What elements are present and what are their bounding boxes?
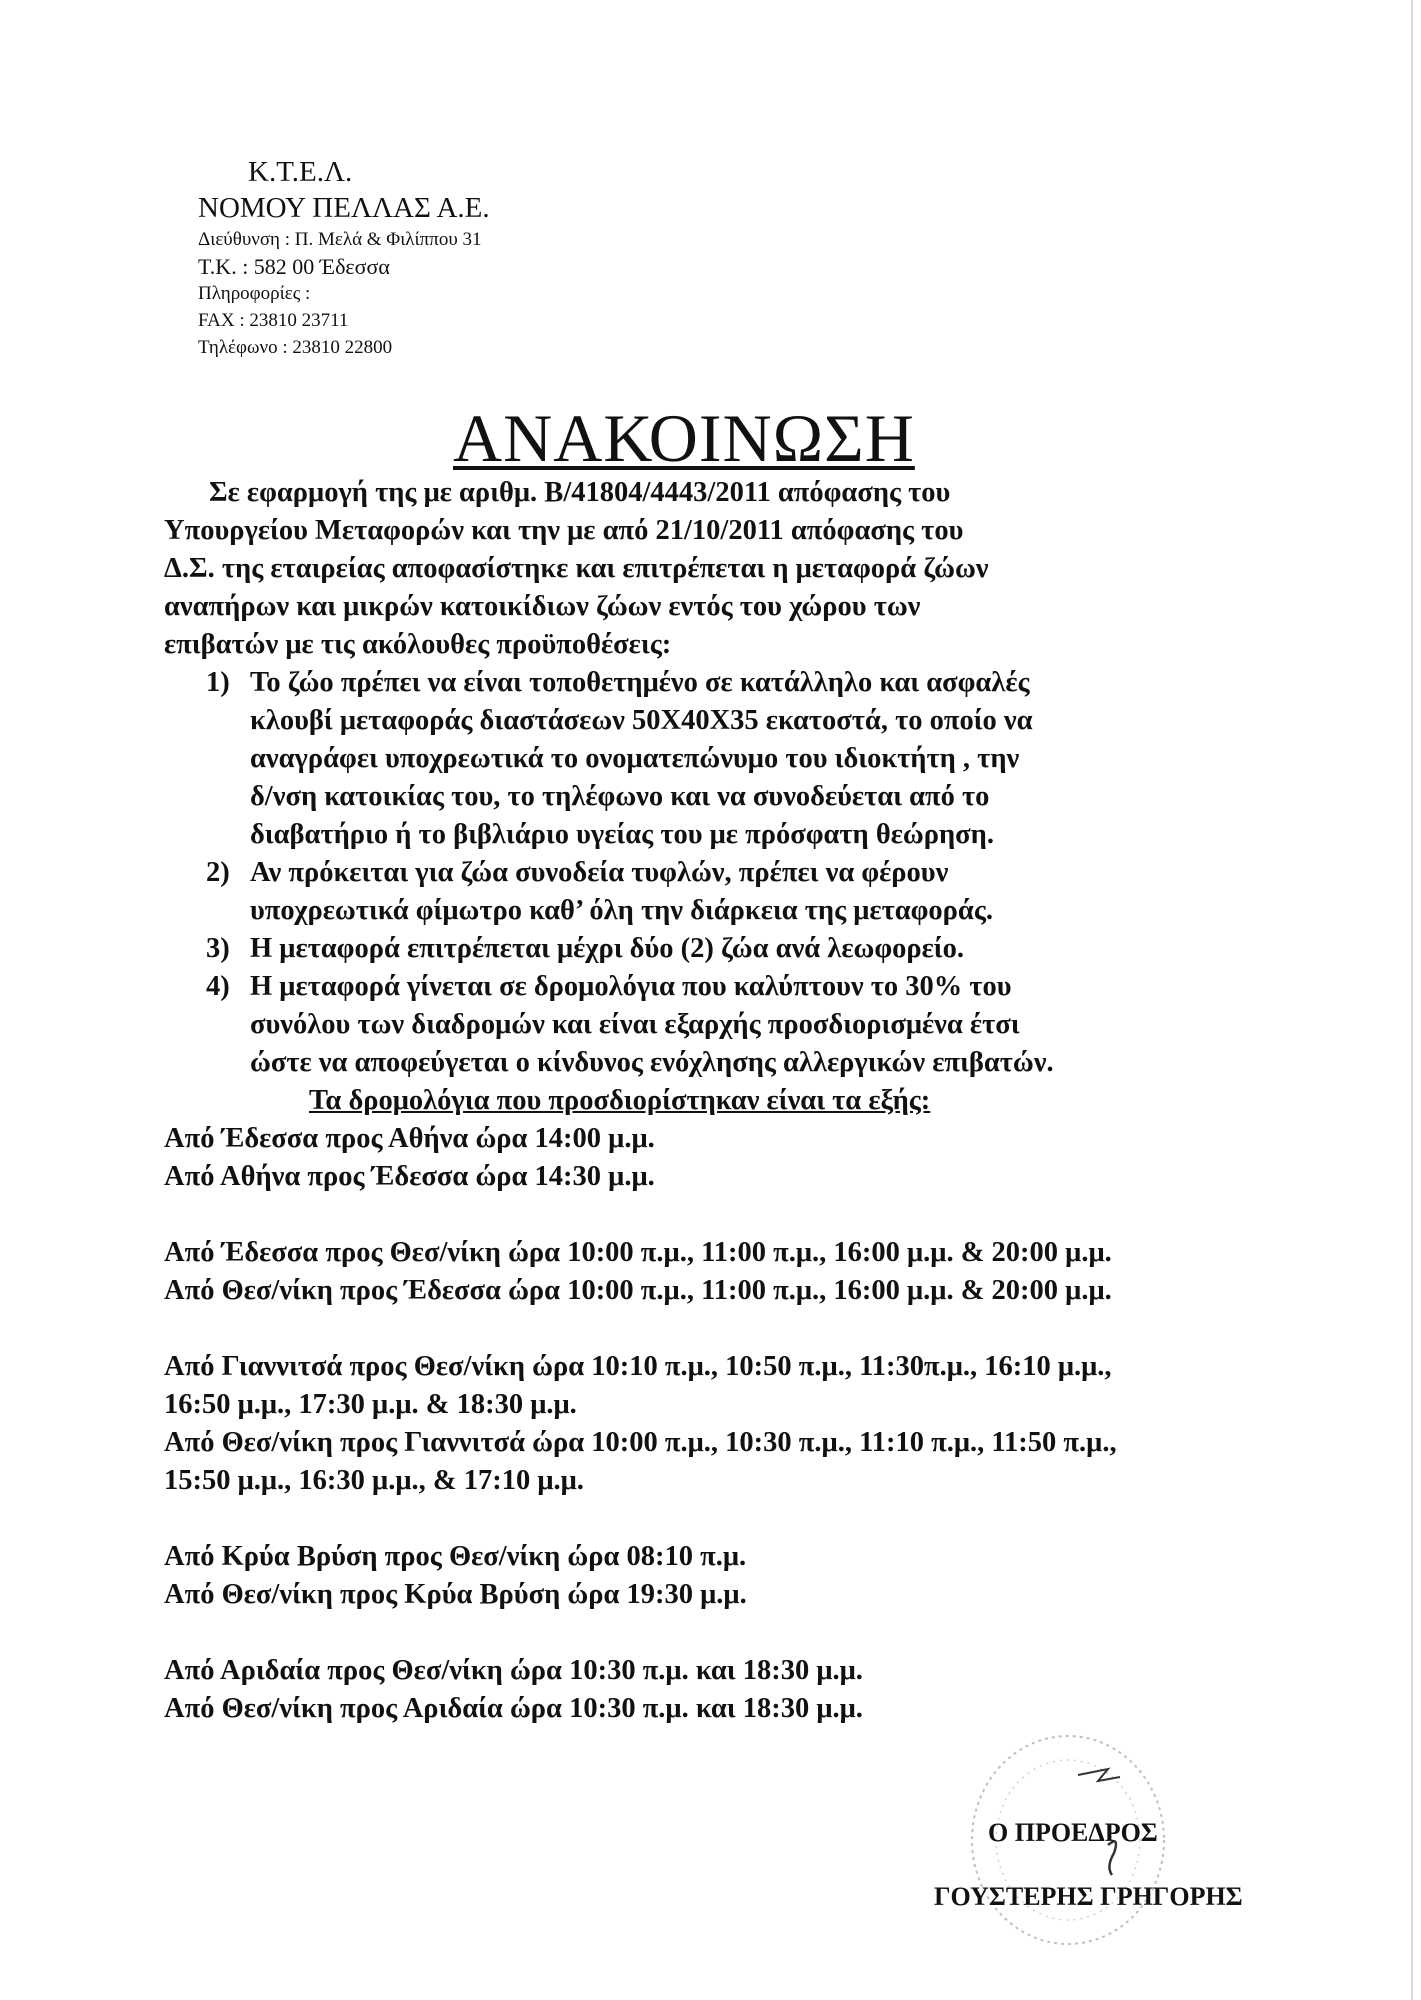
schedule-line: 16:50 μ.μ., 17:30 μ.μ. & 18:30 μ.μ. <box>164 1389 577 1420</box>
schedule-line: Από Θεσ/νίκη προς Γιαννιτσά ώρα 10:00 π.μ., 10:30 π.μ., 11:10 π.μ., 11:50 π.μ., <box>164 1427 1117 1458</box>
schedule-line: Από Κρύα Βρύση προς Θεσ/νίκη ώρα 08:10 π.μ. <box>164 1541 747 1572</box>
org-address: Διεύθυνση : Π. Μελά & Φιλίππου 31 <box>198 229 482 250</box>
condition-number: 4) <box>206 971 230 1002</box>
condition-line: δ/νση κατοικίας του, το τηλέφωνο και να συνοδεύεται από το <box>250 781 990 812</box>
schedule-group-edessa-thessaloniki <box>164 1234 1344 1310</box>
intro-line: επιβατών με τις ακόλουθες προϋποθέσεις: <box>164 629 672 660</box>
condition-line: Αν πρόκειται για ζώα συνοδεία τυφλών, πρέπει να φέρουν <box>250 857 949 888</box>
schedule-line: Από Αριδαία προς Θεσ/νίκη ώρα 10:30 π.μ. και 18:30 μ.μ. <box>164 1655 863 1686</box>
condition-item <box>206 930 1344 968</box>
condition-line: κλουβί μεταφοράς διαστάσεων 50Χ40Χ35 εκατοστά, το οποίο να <box>250 705 1033 736</box>
org-fax: FAX : 23810 23711 <box>198 310 349 331</box>
letterhead <box>198 154 490 361</box>
schedule-group-krya-vrysi <box>164 1538 1344 1614</box>
intro-paragraph <box>164 474 1344 664</box>
document-title: ΑΝΑΚΟΙΝΩΣΗ <box>453 400 915 476</box>
org-postal-code: Τ.Κ. : 582 00 Έδεσσα <box>198 254 390 279</box>
condition-number: 1) <box>206 667 230 698</box>
condition-item <box>206 854 1344 930</box>
condition-line: Η μεταφορά επιτρέπεται μέχρι δύο (2) ζώα ανά λεωφορείο. <box>250 933 965 964</box>
org-name-line1: Κ.Τ.Ε.Λ. <box>248 156 353 188</box>
org-info-label: Πληροφορίες : <box>198 283 311 304</box>
document-body <box>164 474 1344 1766</box>
conditions-list <box>164 664 1344 1082</box>
schedule <box>164 1120 1344 1728</box>
schedule-line: 15:50 μ.μ., 16:30 μ.μ., & 17:10 μ.μ. <box>164 1465 584 1496</box>
condition-line: διαβατήριο ή το βιβλιάριο υγείας του με πρόσφατη θεώρηση. <box>250 819 994 850</box>
intro-line: Σε εφαρμογή της με αριθμ. Β/41804/4443/2011 απόφασης του <box>209 477 951 508</box>
condition-line: υποχρεωτικά φίμωτρο καθ’ όλη την διάρκεια της μεταφοράς. <box>250 895 993 926</box>
condition-line: αναγράφει υποχρεωτικά το ονοματεπώνυμο του ιδιοκτήτη , την <box>250 743 1020 774</box>
schedule-line: Από Έδεσσα προς Θεσ/νίκη ώρα 10:00 π.μ., 11:00 π.μ., 16:00 μ.μ. & 20:00 μ.μ. <box>164 1237 1112 1268</box>
schedule-group-athens <box>164 1120 1344 1196</box>
condition-number: 2) <box>206 857 230 888</box>
intro-line: αναπήρων και μικρών κατοικίδιων ζώων εντός του χώρου των <box>164 591 921 622</box>
schedule-group-giannitsa <box>164 1348 1344 1500</box>
condition-number: 3) <box>206 933 230 964</box>
condition-line: ώστε να αποφεύγεται ο κίνδυνος ενόχλησης αλλεργικών επιβατών. <box>250 1047 1054 1078</box>
schedule-line: Από Θεσ/νίκη προς Αριδαία ώρα 10:30 π.μ. και 18:30 μ.μ. <box>164 1693 863 1724</box>
signatory-name: ΓΟΥΣΤΕΡΗΣ ΓΡΗΓΟΡΗΣ <box>934 1882 1243 1911</box>
schedule-line: Από Έδεσσα προς Αθήνα ώρα 14:00 μ.μ. <box>164 1123 655 1154</box>
schedule-line: Από Αθήνα προς Έδεσσα ώρα 14:30 μ.μ. <box>164 1161 655 1192</box>
condition-item <box>206 664 1344 854</box>
intro-line: Υπουργείου Μεταφορών και την με από 21/10/2011 απόφασης του <box>164 515 964 546</box>
org-name-line2: ΝΟΜΟΥ ΠΕΛΛΑΣ Α.Ε. <box>198 192 490 224</box>
routes-heading: Τα δρομολόγια που προσδιορίστηκαν είναι τα εξής: <box>309 1085 931 1116</box>
condition-line: Η μεταφορά γίνεται σε δρομολόγια που καλύπτουν το 30% του <box>250 971 1012 1002</box>
condition-item <box>206 968 1344 1082</box>
schedule-line: Από Θεσ/νίκη προς Έδεσσα ώρα 10:00 π.μ., 11:00 π.μ., 16:00 μ.μ. & 20:00 μ.μ. <box>164 1275 1112 1306</box>
schedule-line: Από Γιαννιτσά προς Θεσ/νίκη ώρα 10:10 π.μ., 10:50 π.μ., 11:30π.μ., 16:10 μ.μ., <box>164 1351 1112 1382</box>
schedule-line: Από Θεσ/νίκη προς Κρύα Βρύση ώρα 19:30 μ.μ. <box>164 1579 747 1610</box>
condition-line: Το ζώο πρέπει να είναι τοποθετημένο σε κατάλληλο και ασφαλές <box>250 667 1030 698</box>
scan-edge <box>1411 0 1413 2000</box>
signatory-role: Ο ΠΡΟΕΔΡΟΣ <box>988 1818 1158 1847</box>
org-phone: Τηλέφωνο : 23810 22800 <box>198 337 393 358</box>
intro-line: Δ.Σ. της εταιρείας αποφασίστηκε και επιτρέπεται η μεταφορά ζώων <box>164 553 989 584</box>
condition-line: συνόλου των διαδρομών και είναι εξαρχής προσδιορισμένα έτσι <box>250 1009 1020 1040</box>
